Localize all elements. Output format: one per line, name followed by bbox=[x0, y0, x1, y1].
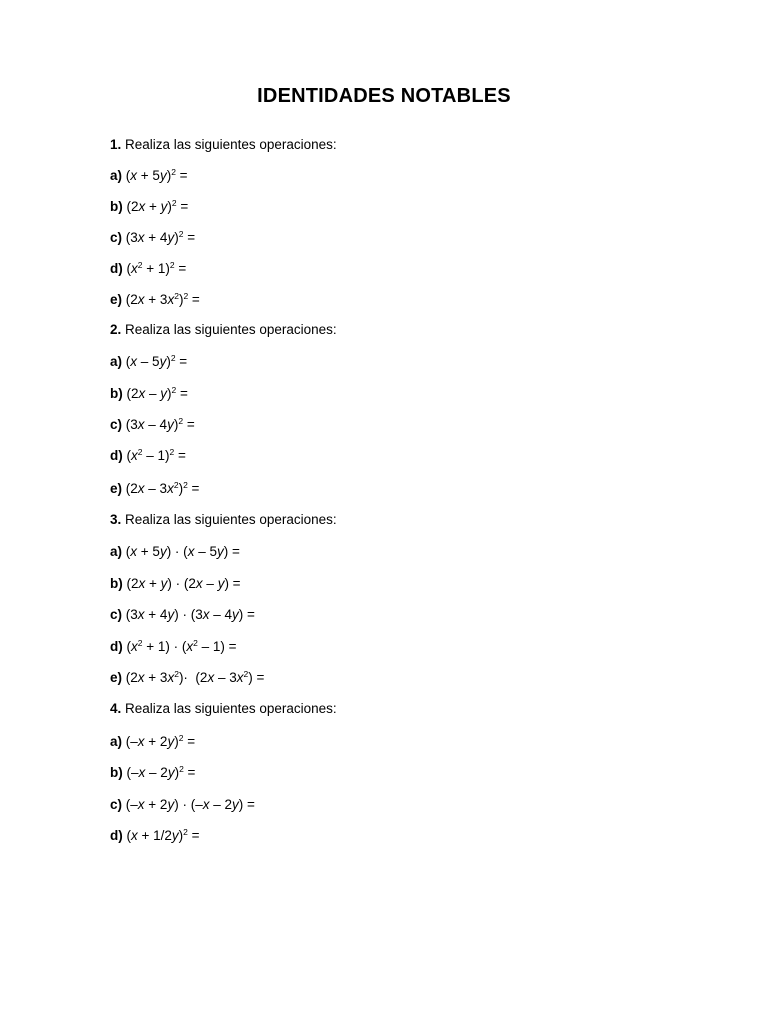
exercise-item bbox=[110, 480, 199, 499]
item-expression: $(x^2 - 1)^2$ = bbox=[126, 447, 186, 463]
section-heading bbox=[110, 700, 337, 718]
item-expression: $(x^2 + 1)^2$ = bbox=[126, 260, 187, 276]
page-title: IDENTIDADES NOTABLES bbox=[257, 85, 511, 107]
item-label: c) bbox=[110, 607, 123, 622]
exercise-item bbox=[110, 291, 200, 310]
item-expression: (x – 5y)$^2$ = bbox=[125, 353, 188, 369]
item-expression: (x + 5y) · (x – 5y) = bbox=[125, 544, 240, 559]
item-label: d) bbox=[110, 448, 123, 463]
exercise-item bbox=[110, 385, 188, 404]
item-label: e) bbox=[110, 481, 123, 496]
item-expression: $(x + 1/2y)^2$ = bbox=[126, 827, 200, 843]
exercise-item bbox=[110, 543, 240, 561]
item-expression: $(x + 5y)^2$ = bbox=[125, 167, 188, 183]
section-heading bbox=[110, 511, 337, 529]
section-instruction: Realiza las siguientes operaciones: bbox=[125, 512, 337, 527]
section-number: 4. bbox=[110, 701, 122, 716]
section-instruction: Realiza las siguientes operaciones: bbox=[125, 701, 337, 716]
item-label: c) bbox=[110, 417, 123, 432]
item-expression: $(3x + 4y)^2$ = bbox=[125, 229, 196, 245]
exercise-item bbox=[110, 669, 264, 688]
item-label: c) bbox=[110, 797, 123, 812]
item-label: a) bbox=[110, 354, 123, 369]
exercise-item bbox=[110, 167, 188, 186]
item-expression: $(2x + 3x^2)^2$ = bbox=[125, 291, 200, 307]
item-label: c) bbox=[110, 230, 123, 245]
exercise-item bbox=[110, 827, 200, 846]
section-number: 3. bbox=[110, 512, 122, 527]
exercise-item bbox=[110, 606, 255, 624]
exercise-item bbox=[110, 733, 195, 752]
item-label: d) bbox=[110, 828, 123, 843]
section-number: 1. bbox=[110, 137, 122, 152]
item-expression: (3x – 4y)$^2$ = bbox=[125, 416, 195, 432]
item-expression: $(2x + y)^2$ = bbox=[126, 198, 189, 214]
exercise-item bbox=[110, 260, 186, 279]
item-label: d) bbox=[110, 261, 123, 276]
item-label: b) bbox=[110, 765, 123, 780]
exercise-item bbox=[110, 353, 187, 372]
item-label: b) bbox=[110, 576, 123, 591]
section-heading bbox=[110, 136, 337, 154]
item-expression: (2x – y)$^2$ = bbox=[126, 385, 188, 401]
item-expression: $(-x + 2y)^2$ = bbox=[125, 733, 196, 749]
exercise-item bbox=[110, 229, 195, 248]
item-label: b) bbox=[110, 386, 123, 401]
exercise-item bbox=[110, 198, 188, 217]
exercise-item bbox=[110, 764, 195, 783]
item-label: d) bbox=[110, 639, 123, 654]
exercise-item bbox=[110, 575, 241, 593]
item-expression: (–x – 2y)$^2$ = bbox=[126, 764, 196, 780]
item-label: b) bbox=[110, 199, 123, 214]
item-label: a) bbox=[110, 168, 123, 183]
item-label: e) bbox=[110, 292, 123, 307]
item-expression: (2x + y) · (2x – y) = bbox=[126, 576, 241, 591]
item-label: a) bbox=[110, 544, 123, 559]
item-expression: $(x^2 + 1) \cdot (x^2 - 1)$ = bbox=[126, 638, 237, 654]
exercise-item bbox=[110, 638, 237, 657]
exercise-item bbox=[110, 447, 186, 466]
section-instruction: Realiza las siguientes operaciones: bbox=[125, 137, 337, 152]
section-heading bbox=[110, 321, 337, 339]
item-label: e) bbox=[110, 670, 123, 685]
item-label: a) bbox=[110, 734, 123, 749]
item-expression: $(2x + 3x^2)\cdot (2x - 3x^2)$ = bbox=[125, 669, 265, 685]
item-expression: (–x + 2y) · (–x – 2y) = bbox=[125, 797, 255, 812]
item-expression: (3x + 4y) · (3x – 4y) = bbox=[125, 607, 255, 622]
section-instruction: Realiza las siguientes operaciones: bbox=[125, 322, 337, 337]
exercise-item bbox=[110, 416, 195, 435]
section-number: 2. bbox=[110, 322, 122, 337]
item-expression: $(2x - 3x^2)^2$ = bbox=[125, 480, 200, 496]
exercise-item bbox=[110, 796, 255, 814]
